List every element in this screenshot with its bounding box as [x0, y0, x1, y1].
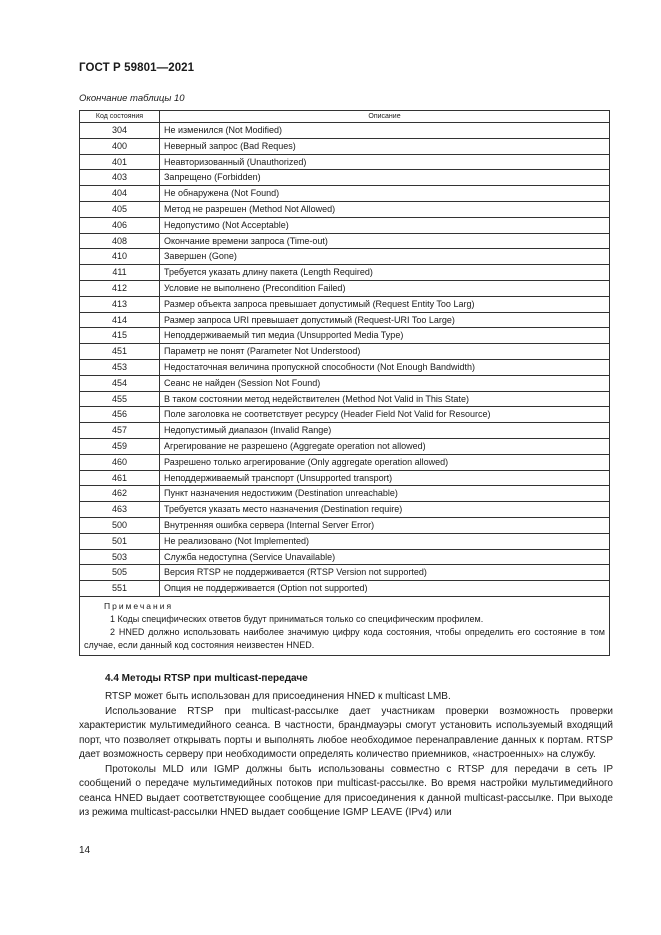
section-title: 4.4 Методы RTSP при multicast-передаче	[105, 673, 308, 684]
status-code-cell: 406	[80, 217, 160, 233]
status-code-cell: 403	[80, 170, 160, 186]
status-code-cell: 401	[80, 154, 160, 170]
description-cell: Не изменился (Not Modified)	[160, 123, 610, 139]
note-1: 1 Коды специфических ответов будут приниматься только со специфическим профилем.	[110, 613, 484, 624]
description-cell: Размер объекта запроса превышает допустимый (Request Entity Too Larg)	[160, 296, 610, 312]
table-row	[80, 344, 610, 360]
description-cell: Размер запроса URI превышает допустимый (Request-URI Too Large)	[160, 312, 610, 328]
description-cell: Условие не выполнено (Precondition Failed)	[160, 280, 610, 296]
description-cell: Недопустимо (Not Acceptable)	[160, 217, 610, 233]
table-notes	[80, 596, 610, 655]
description-cell: Пункт назначения недостижим (Destination unreachable)	[160, 486, 610, 502]
status-code-cell: 400	[80, 138, 160, 154]
table-row	[80, 123, 610, 139]
description-cell: Версия RTSP не поддерживается (RTSP Version not supported)	[160, 565, 610, 581]
table-row	[80, 565, 610, 581]
description-cell: Опция не поддерживается (Option not supported)	[160, 581, 610, 597]
description-cell: Требуется указать длину пакета (Length Required)	[160, 265, 610, 281]
description-cell: Неподдерживаемый транспорт (Unsupported transport)	[160, 470, 610, 486]
status-code-cell: 503	[80, 549, 160, 565]
description-cell: Неавторизованный (Unauthorized)	[160, 154, 610, 170]
table-row	[80, 407, 610, 423]
column-header-code: Код состояния	[80, 111, 160, 123]
notes-title: Примечания	[104, 600, 174, 611]
note-2: 2 HNED должно использовать наиболее значимую цифру кода состояния, чтобы определить его состояние в том случае, если данный код состояния неизвестен HNED.	[84, 626, 605, 650]
description-cell: Недостаточная величина пропускной способности (Not Enough Bandwidth)	[160, 359, 610, 375]
table-row	[80, 375, 610, 391]
table-body	[80, 123, 610, 597]
status-code-cell: 404	[80, 186, 160, 202]
status-code-cell: 462	[80, 486, 160, 502]
status-code-cell: 461	[80, 470, 160, 486]
paragraph-2: Использование RTSP при multicast-рассылке дает участникам проверки возможность проверки характеристик мультимедийного сеанса. В частности, брандмауэры смогут установить используемый входящий порт, что позволяет открывать порты и выполнять любое необходимое перенаправление данных к портам. RTSP дает возможность серверу при необходимости определять количество приемников, «настроенных» на службу.	[79, 705, 613, 760]
status-code-cell: 415	[80, 328, 160, 344]
description-cell: Завершен (Gone)	[160, 249, 610, 265]
table-row	[80, 423, 610, 439]
description-cell: Сеанс не найден (Session Not Found)	[160, 375, 610, 391]
table-row	[80, 533, 610, 549]
table-row	[80, 359, 610, 375]
status-codes-table	[79, 110, 610, 656]
status-code-cell: 413	[80, 296, 160, 312]
description-cell: Служба недоступна (Service Unavailable)	[160, 549, 610, 565]
status-code-cell: 500	[80, 517, 160, 533]
status-code-cell: 459	[80, 438, 160, 454]
description-cell: Недопустимый диапазон (Invalid Range)	[160, 423, 610, 439]
description-cell: Метод не разрешен (Method Not Allowed)	[160, 201, 610, 217]
status-code-cell: 455	[80, 391, 160, 407]
table-row	[80, 233, 610, 249]
description-cell: Не реализовано (Not Implemented)	[160, 533, 610, 549]
status-code-cell: 463	[80, 502, 160, 518]
table-row	[80, 186, 610, 202]
paragraph-3: Протоколы MLD или IGMP должны быть использованы совместно с RTSP для передачи в сеть IP сообщений о передаче мультимедийных потоков при multicast-рассылке. Во время настройки мультимедийного сеанса HNED выдает соответствующее сообщение для присоединения к данной multicast-рассылке. При выходе из режима multicast-рассылки HNED выдает сообщение IGMP LEAVE (IPv4) или	[79, 763, 613, 818]
status-code-cell: 501	[80, 533, 160, 549]
status-code-cell: 411	[80, 265, 160, 281]
status-code-cell: 451	[80, 344, 160, 360]
table-row	[80, 549, 610, 565]
status-code-cell: 453	[80, 359, 160, 375]
status-code-cell: 551	[80, 581, 160, 597]
section-body	[79, 690, 613, 821]
status-code-cell: 304	[80, 123, 160, 139]
table-notes-row	[80, 596, 610, 655]
description-cell: Не обнаружена (Not Found)	[160, 186, 610, 202]
status-code-cell: 505	[80, 565, 160, 581]
paragraph-1: RTSP может быть использован для присоединения HNED к multicast LMB.	[105, 691, 451, 702]
table-caption: Окончание таблицы 10	[79, 93, 185, 104]
table-row	[80, 201, 610, 217]
table-row	[80, 328, 610, 344]
table-row	[80, 438, 610, 454]
table-row	[80, 265, 610, 281]
table-row	[80, 502, 610, 518]
description-cell: Параметр не понят (Parameter Not Understood)	[160, 344, 610, 360]
table-row	[80, 470, 610, 486]
description-cell: Поле заголовка не соответствует ресурсу (Header Field Not Valid for Resource)	[160, 407, 610, 423]
table-row	[80, 391, 610, 407]
description-cell: Внутренняя ошибка сервера (Internal Server Error)	[160, 517, 610, 533]
description-cell: В таком состоянии метод недействителен (Method Not Valid in This State)	[160, 391, 610, 407]
table-row	[80, 312, 610, 328]
table-row	[80, 296, 610, 312]
column-header-description: Описание	[160, 111, 610, 123]
table-header-row	[80, 111, 610, 123]
description-cell: Запрещено (Forbidden)	[160, 170, 610, 186]
document-header-standard-code: ГОСТ Р 59801—2021	[79, 62, 195, 74]
status-code-cell: 456	[80, 407, 160, 423]
status-code-cell: 412	[80, 280, 160, 296]
description-cell: Требуется указать место назначения (Destination require)	[160, 502, 610, 518]
description-cell: Неверный запрос (Bad Reques)	[160, 138, 610, 154]
status-code-cell: 410	[80, 249, 160, 265]
table-row	[80, 249, 610, 265]
status-code-cell: 457	[80, 423, 160, 439]
table-row	[80, 217, 610, 233]
status-code-cell: 408	[80, 233, 160, 249]
table-row	[80, 170, 610, 186]
table-row	[80, 454, 610, 470]
table-row	[80, 280, 610, 296]
description-cell: Окончание времени запроса (Time-out)	[160, 233, 610, 249]
description-cell: Разрешено только агрегирование (Only aggregate operation allowed)	[160, 454, 610, 470]
table-row	[80, 138, 610, 154]
description-cell: Агрегирование не разрешено (Aggregate operation not allowed)	[160, 438, 610, 454]
table-row	[80, 154, 610, 170]
status-code-cell: 414	[80, 312, 160, 328]
table-row	[80, 517, 610, 533]
status-code-cell: 454	[80, 375, 160, 391]
table-row	[80, 486, 610, 502]
page-number: 14	[79, 845, 91, 856]
table-row	[80, 581, 610, 597]
status-code-cell: 405	[80, 201, 160, 217]
description-cell: Неподдерживаемый тип медиа (Unsupported Media Type)	[160, 328, 610, 344]
status-code-cell: 460	[80, 454, 160, 470]
